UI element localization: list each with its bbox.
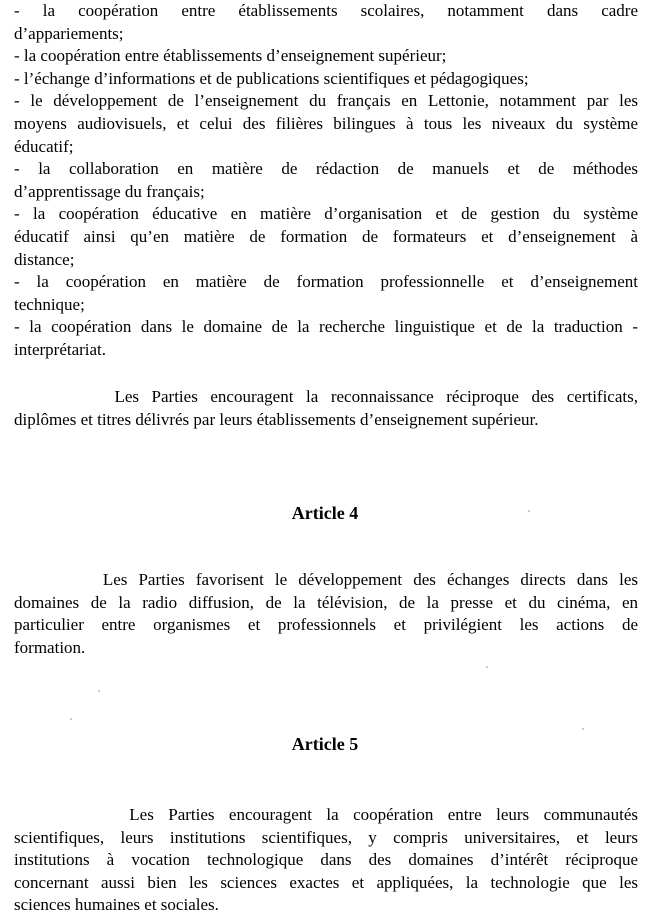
list-line: distance; xyxy=(14,249,75,269)
list-line: - la coopération dans le domaine de la recherche linguistique et de la traduction - xyxy=(14,317,638,337)
list-line: - le développement de l’enseignement du français en Lettonie, notamment par les xyxy=(14,91,638,111)
list-line: moyens audiovisuels, et celui des filières bilingues à tous les niveaux du système xyxy=(14,113,638,133)
list-line: - la collaboration en matière de rédaction de manuels et de méthodes xyxy=(14,159,638,179)
list-line: - la coopération éducative en matière d’organisation et de gestion du système xyxy=(14,204,638,224)
paragraph-line: Les Parties favorisent le développement des échanges directs dans les xyxy=(14,570,638,589)
scan-speck xyxy=(98,690,100,692)
list-line: éducatif; xyxy=(14,136,74,156)
list-line: interprétariat. xyxy=(14,339,107,359)
list-line: - la coopération en matière de formation professionnelle et d’enseignement xyxy=(14,272,638,292)
paragraph-line: sciences humaines et sociales. xyxy=(14,895,219,915)
paragraph-line: concernant aussi bien les sciences exactes et appliquées, la technologie que les xyxy=(14,872,638,892)
list-line: d’appariements; xyxy=(14,23,124,43)
cooperation-list xyxy=(14,0,638,362)
list-line: - la coopération entre établissements scolaires, notamment dans cadre xyxy=(14,1,638,20)
paragraph-line: Les Parties encouragent la reconnaissance réciproque des certificats, xyxy=(14,387,638,406)
recognition-paragraph xyxy=(14,386,638,431)
paragraph-line: particulier entre organismes et professionnels et privilégient les actions de xyxy=(14,615,638,635)
paragraph-line: formation. xyxy=(14,637,86,657)
scan-speck xyxy=(70,718,72,720)
paragraph-line: institutions à vocation technologique dans des domaines d’intérêt réciproque xyxy=(14,850,638,870)
article-5-paragraph xyxy=(14,804,638,917)
list-line: - la coopération entre établissements d’enseignement supérieur; xyxy=(14,46,447,66)
article-5-heading: Article 5 xyxy=(291,734,359,754)
paragraph-line: diplômes et titres délivrés par leurs établissements d’enseignement supérieur. xyxy=(14,409,539,429)
paragraph-line: Les Parties encouragent la coopération entre leurs communautés xyxy=(14,805,638,824)
list-line: technique; xyxy=(14,294,85,314)
paragraph-line: domaines de la radio diffusion, de la télévision, de la presse et du cinéma, en xyxy=(14,592,638,612)
list-line: éducatif ainsi qu’en matière de formation de formateurs et d’enseignement à xyxy=(14,226,638,246)
scan-speck xyxy=(486,666,488,668)
scan-speck xyxy=(582,728,584,730)
article-4-paragraph xyxy=(14,569,638,659)
article-4-heading: Article 4 xyxy=(291,503,359,523)
scan-speck xyxy=(528,510,530,512)
list-line: d’apprentissage du français; xyxy=(14,181,205,201)
list-line: - l’échange d’informations et de publications scientifiques et pédagogiques; xyxy=(14,68,529,88)
paragraph-line: scientifiques, leurs institutions scientifiques, y compris universitaires, et leurs xyxy=(14,827,638,847)
